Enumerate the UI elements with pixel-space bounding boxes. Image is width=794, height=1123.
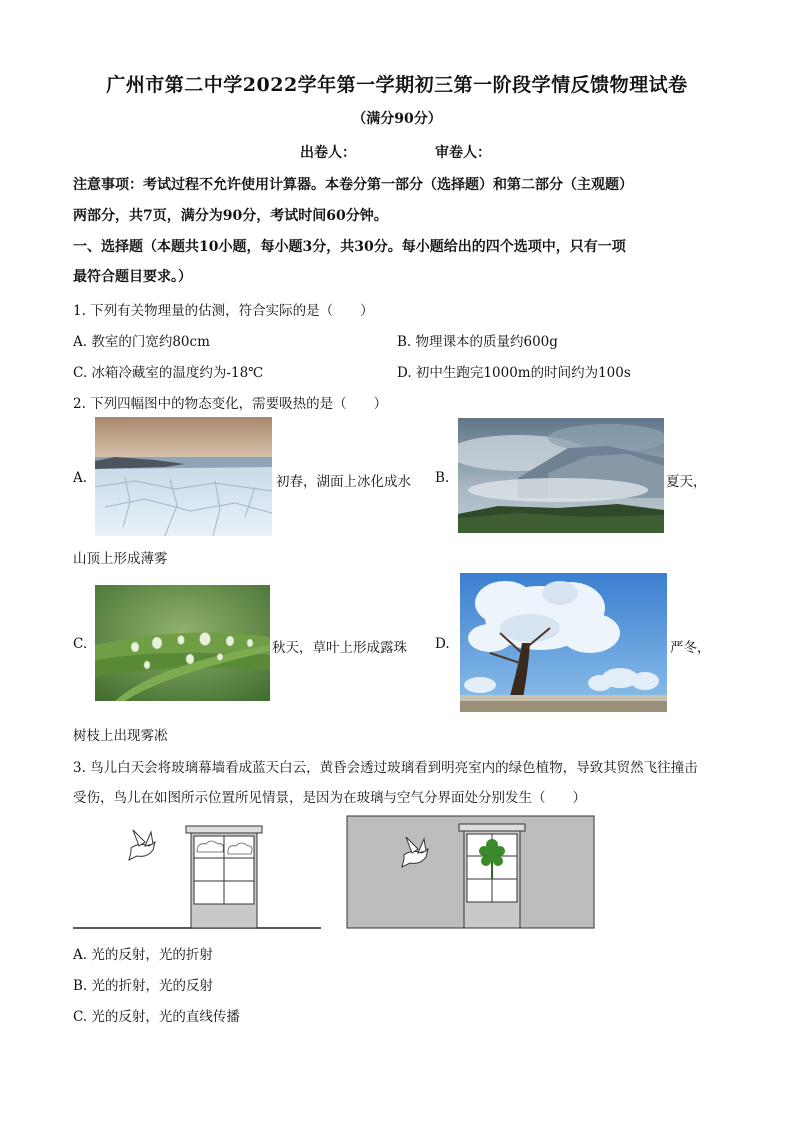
dusk-window-diagram xyxy=(346,815,596,930)
misty-mountain-photo xyxy=(458,418,664,533)
q3-option-b: B. 光的折射，光的反射 xyxy=(73,978,214,994)
q1-option-c: C. 冰箱冷藏室的温度约为-18℃ xyxy=(73,365,264,381)
reviewer-label: 审卷人： xyxy=(435,145,491,161)
daytime-window-diagram xyxy=(73,820,323,932)
bird-icon xyxy=(129,830,155,860)
q1-option-d: D. 初中生跑完1000m的时间约为100s xyxy=(397,365,631,381)
notice-line-2: 两部分，共7页，满分为90分，考试时间60分钟。 xyxy=(73,208,388,224)
page-title: 广州市第二中学2022学年第一学期初三第一阶段学情反馈物理试卷 xyxy=(106,74,688,96)
q2-option-b-label: B. xyxy=(435,470,450,486)
q3-option-a: A. 光的反射，光的折射 xyxy=(73,947,213,963)
q2-option-c-label: C. xyxy=(73,636,88,652)
q2-option-a-text: 初春，湖面上冰化成水 xyxy=(276,474,411,490)
q1-option-b: B. 物理课本的质量约600g xyxy=(397,334,558,350)
full-score: （满分90分） xyxy=(352,111,442,127)
q2-stem: 2. 下列四幅图中的物态变化，需要吸热的是（ ） xyxy=(73,396,388,412)
author-label: 出卷人： xyxy=(300,145,356,161)
q2-option-c-text: 秋天，草叶上形成露珠 xyxy=(272,640,407,656)
q1-option-a: A. 教室的门宽约80cm xyxy=(73,334,210,350)
q3-stem-line-1: 3. 鸟儿白天会将玻璃幕墙看成蓝天白云，黄昏会透过玻璃看到明亮室内的绿色植物，导致其贸然飞往撞击 xyxy=(73,760,698,776)
q2-option-d-label: D. xyxy=(435,636,450,652)
dew-on-grass-photo xyxy=(95,585,270,701)
q2-option-b-text: 夏天， xyxy=(666,474,707,490)
q2-option-d-text: 严冬， xyxy=(670,640,711,656)
q2-option-b-text-cont: 山顶上形成薄雾 xyxy=(73,551,168,567)
section-heading-line-2: 最符合题目要求。） xyxy=(73,269,192,285)
notice-line-1: 注意事项：考试过程不允许使用计算器。本卷分第一部分（选择题）和第二部分（主观题） xyxy=(73,177,633,193)
q1-stem: 1. 下列有关物理量的估测，符合实际的是（ ） xyxy=(73,303,374,319)
section-heading-line-1: 一、选择题（本题共10小题，每小题3分，共30分。每小题给出的四个选项中，只有一项 xyxy=(73,239,626,255)
rime-tree-photo xyxy=(460,573,667,712)
q3-stem-line-2: 受伤，鸟儿在如图所示位置所见情景，是因为在玻璃与空气分界面处分别发生（ ） xyxy=(73,790,586,806)
q2-option-a-label: A. xyxy=(73,470,88,486)
frozen-lake-photo xyxy=(95,417,272,536)
q3-option-c: C. 光的反射，光的直线传播 xyxy=(73,1009,240,1025)
q2-option-d-text-cont: 树枝上出现雾凇 xyxy=(73,728,168,744)
